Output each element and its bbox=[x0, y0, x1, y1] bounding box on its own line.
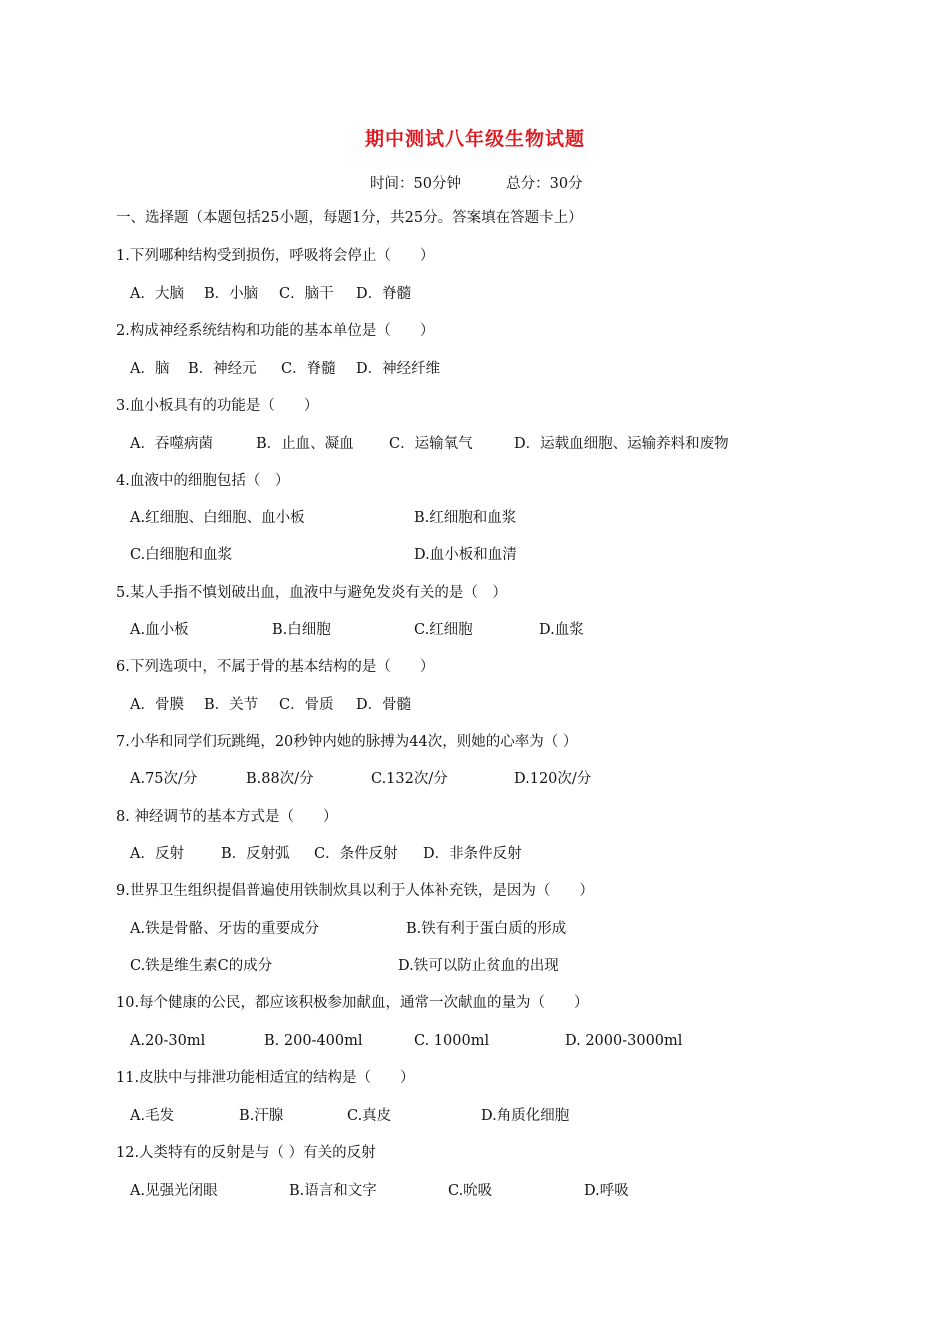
question-stem: 9.世界卫生组织提倡普遍使用铁制炊具以利于人体补充铁，是因为（ ） bbox=[116, 883, 594, 899]
option: B．小脑 bbox=[204, 286, 259, 302]
option: C．脑干 bbox=[279, 286, 334, 302]
option: B．关节 bbox=[204, 697, 259, 713]
option: D.角质化细胞 bbox=[481, 1108, 570, 1124]
question-stem: 7.小华和同学们玩跳绳，20秒钟内她的脉搏为44次，则她的心率为（ ） bbox=[116, 734, 578, 750]
option: C.白细胞和血浆 bbox=[130, 547, 233, 563]
option: C．脊髓 bbox=[281, 361, 336, 377]
question-stem: 4.血液中的细胞包括（ ） bbox=[116, 473, 290, 489]
option: C. 1000ml bbox=[414, 1033, 490, 1049]
time-label: 时间：50分钟 bbox=[370, 176, 461, 192]
option: B.汗腺 bbox=[239, 1108, 284, 1124]
option: A.75次/分 bbox=[130, 771, 198, 787]
option: D.血小板和血清 bbox=[414, 547, 517, 563]
option: D．骨髓 bbox=[356, 697, 412, 713]
question-stem: 12.人类特有的反射是与（ ）有关的反射 bbox=[116, 1145, 376, 1161]
question-stem: 3.血小板具有的功能是（ ） bbox=[116, 398, 319, 414]
option: B．反射弧 bbox=[221, 846, 290, 862]
option: C.吮吸 bbox=[448, 1183, 493, 1199]
option: C．运输氧气 bbox=[389, 436, 473, 452]
question-stem: 1.下列哪种结构受到损伤，呼吸将会停止（ ） bbox=[116, 248, 435, 264]
option: A．骨膜 bbox=[130, 697, 184, 713]
option: A.红细胞、白细胞、血小板 bbox=[130, 510, 305, 526]
option: D.铁可以防止贫血的出现 bbox=[398, 958, 559, 974]
question-stem: 11.皮肤中与排泄功能相适宜的结构是（ ） bbox=[116, 1070, 415, 1086]
score-label: 总分：30分 bbox=[506, 176, 583, 192]
option: C.铁是维生素C的成分 bbox=[130, 958, 273, 974]
option: D．脊髓 bbox=[356, 286, 412, 302]
option: A.见强光闭眼 bbox=[130, 1183, 218, 1199]
option: A.20-30ml bbox=[130, 1033, 206, 1049]
option: B.红细胞和血浆 bbox=[414, 510, 517, 526]
option: A．大脑 bbox=[130, 286, 184, 302]
option: A．吞噬病菌 bbox=[130, 436, 213, 452]
question-stem: 10.每个健康的公民，都应该积极参加献血，通常一次献血的量为（ ） bbox=[116, 995, 589, 1011]
option: C．条件反射 bbox=[314, 846, 398, 862]
option: C．骨质 bbox=[279, 697, 334, 713]
option: C.132次/分 bbox=[371, 771, 448, 787]
option: B．神经元 bbox=[188, 361, 257, 377]
option: A.血小板 bbox=[130, 622, 189, 638]
question-stem: 8. 神经调节的基本方式是（ ） bbox=[116, 809, 338, 825]
exam-meta bbox=[370, 172, 583, 193]
option: B.语言和文字 bbox=[289, 1183, 377, 1199]
option: A．脑 bbox=[130, 361, 170, 377]
page-title: 期中测试八年级生物试题 bbox=[364, 128, 585, 150]
option: D．神经纤维 bbox=[356, 361, 441, 377]
option: D．非条件反射 bbox=[423, 846, 522, 862]
option: A.铁是骨骼、牙齿的重要成分 bbox=[130, 921, 320, 937]
option: D. 2000-3000ml bbox=[565, 1033, 683, 1049]
option: D．运载血细胞、运输养料和废物 bbox=[514, 436, 729, 452]
option: D.呼吸 bbox=[584, 1183, 629, 1199]
question-stem: 6.下列选项中，不属于骨的基本结构的是（ ） bbox=[116, 659, 435, 675]
option: A.毛发 bbox=[130, 1108, 175, 1124]
option: B.铁有利于蛋白质的形成 bbox=[406, 921, 567, 937]
option: B．止血、凝血 bbox=[256, 436, 354, 452]
option: B.88次/分 bbox=[246, 771, 314, 787]
option: B.白细胞 bbox=[272, 622, 331, 638]
question-stem: 5.某人手指不慎划破出血，血液中与避免发炎有关的是（ ） bbox=[116, 585, 507, 601]
option: C.红细胞 bbox=[414, 622, 473, 638]
question-stem: 2.构成神经系统结构和功能的基本单位是（ ） bbox=[116, 323, 435, 339]
option: C.真皮 bbox=[347, 1108, 392, 1124]
option: B. 200-400ml bbox=[264, 1033, 363, 1049]
option: A．反射 bbox=[130, 846, 184, 862]
option: D.血浆 bbox=[539, 622, 584, 638]
section-heading: 一、选择题（本题包括25小题，每题1分，共25分。答案填在答题卡上） bbox=[116, 210, 583, 226]
option: D.120次/分 bbox=[514, 771, 592, 787]
